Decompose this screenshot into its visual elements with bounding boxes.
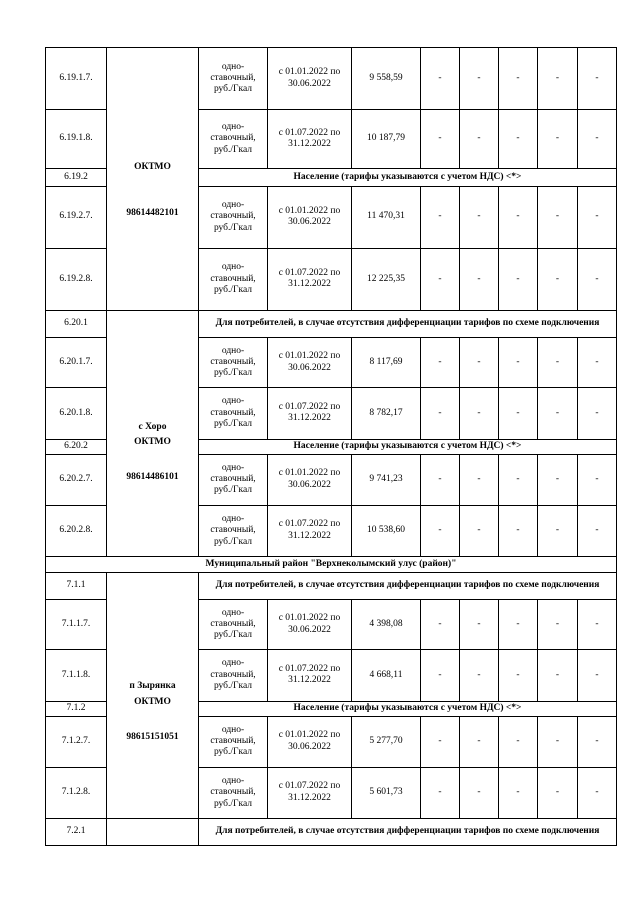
population-heading: Население (тарифы указываются с учетом НДС) <*> bbox=[199, 439, 617, 454]
empty-value: - bbox=[421, 767, 460, 818]
table-row bbox=[46, 311, 617, 338]
row-code: 6.19.1.7. bbox=[46, 48, 107, 110]
oktmo-label: ОКТМО bbox=[134, 697, 171, 707]
empty-value: - bbox=[578, 248, 617, 310]
tariff-value: 11 470,31 bbox=[352, 186, 421, 248]
row-code: 7.1.1 bbox=[46, 573, 107, 600]
empty-value: - bbox=[421, 248, 460, 310]
empty-value: - bbox=[538, 388, 578, 439]
row-code: 6.19.1.8. bbox=[46, 110, 107, 169]
empty-value: - bbox=[499, 388, 538, 439]
period: с 01.07.2022 по 31.12.2022 bbox=[268, 388, 352, 439]
row-code: 7.1.1.8. bbox=[46, 650, 107, 701]
row-code: 6.20.1.7. bbox=[46, 338, 107, 388]
empty-value: - bbox=[460, 338, 499, 388]
empty-value: - bbox=[578, 600, 617, 650]
table-row bbox=[46, 48, 617, 110]
period: с 01.01.2022 по 30.06.2022 bbox=[268, 186, 352, 248]
empty-value: - bbox=[538, 767, 578, 818]
empty-value: - bbox=[421, 454, 460, 505]
empty-value: - bbox=[538, 338, 578, 388]
period: с 01.07.2022 по 31.12.2022 bbox=[268, 110, 352, 169]
row-code: 6.19.2 bbox=[46, 168, 107, 186]
rate-type: одно-ставочный, руб./Гкал bbox=[199, 454, 268, 505]
empty-value: - bbox=[460, 600, 499, 650]
empty-value: - bbox=[578, 454, 617, 505]
empty-value: - bbox=[499, 600, 538, 650]
empty-value: - bbox=[460, 454, 499, 505]
empty-value: - bbox=[421, 48, 460, 110]
table-row bbox=[46, 573, 617, 600]
population-heading: Население (тарифы указываются с учетом НДС) <*> bbox=[199, 701, 617, 716]
empty-value: - bbox=[578, 388, 617, 439]
empty-value: - bbox=[578, 338, 617, 388]
oktmo-label: ОКТМО bbox=[134, 437, 171, 447]
tariff-value: 10 538,60 bbox=[352, 505, 421, 556]
rate-type: одно-ставочный, руб./Гкал bbox=[199, 767, 268, 818]
rate-type: одно-ставочный, руб./Гкал bbox=[199, 600, 268, 650]
row-code: 6.19.2.7. bbox=[46, 186, 107, 248]
empty-value: - bbox=[499, 650, 538, 701]
row-code: 7.1.2.8. bbox=[46, 767, 107, 818]
period: с 01.01.2022 по 30.06.2022 bbox=[268, 716, 352, 767]
row-code: 6.20.1 bbox=[46, 311, 107, 338]
empty-value: - bbox=[499, 716, 538, 767]
empty-value: - bbox=[421, 110, 460, 169]
empty-value: - bbox=[538, 716, 578, 767]
row-code: 7.2.1 bbox=[46, 819, 107, 846]
oktmo-code: 98614482101 bbox=[126, 208, 179, 218]
rate-type: одно-ставочный, руб./Гкал bbox=[199, 110, 268, 169]
table-row bbox=[46, 819, 617, 846]
empty-value: - bbox=[538, 186, 578, 248]
empty-value: - bbox=[499, 454, 538, 505]
period: с 01.01.2022 по 30.06.2022 bbox=[268, 338, 352, 388]
row-code: 6.20.2.8. bbox=[46, 505, 107, 556]
tariff-value: 4 668,11 bbox=[352, 650, 421, 701]
empty-value: - bbox=[578, 186, 617, 248]
empty-value: - bbox=[578, 716, 617, 767]
empty-value: - bbox=[460, 248, 499, 310]
empty-value: - bbox=[460, 186, 499, 248]
tariff-value: 9 741,23 bbox=[352, 454, 421, 505]
empty-value: - bbox=[421, 388, 460, 439]
tariff-table bbox=[45, 47, 617, 846]
empty-value: - bbox=[499, 110, 538, 169]
empty-value: - bbox=[538, 248, 578, 310]
oktmo-code: 98614486101 bbox=[126, 472, 179, 482]
period: с 01.01.2022 по 30.06.2022 bbox=[268, 48, 352, 110]
empty-value: - bbox=[499, 767, 538, 818]
empty-value: - bbox=[578, 505, 617, 556]
empty-value: - bbox=[578, 48, 617, 110]
row-code: 7.1.2 bbox=[46, 701, 107, 716]
period: с 01.07.2022 по 31.12.2022 bbox=[268, 767, 352, 818]
tariff-value: 8 117,69 bbox=[352, 338, 421, 388]
settlement-cell bbox=[107, 573, 199, 819]
tariff-value: 9 558,59 bbox=[352, 48, 421, 110]
consumers-heading: Для потребителей, в случае отсутствия дифференциации тарифов по схеме подключения bbox=[199, 573, 617, 600]
settlement-cell bbox=[107, 819, 199, 846]
tariff-value: 4 398,08 bbox=[352, 600, 421, 650]
row-code: 6.20.2 bbox=[46, 439, 107, 454]
empty-value: - bbox=[538, 650, 578, 701]
row-code: 6.20.1.8. bbox=[46, 388, 107, 439]
empty-value: - bbox=[538, 600, 578, 650]
empty-value: - bbox=[460, 48, 499, 110]
period: с 01.01.2022 по 30.06.2022 bbox=[268, 600, 352, 650]
empty-value: - bbox=[499, 505, 538, 556]
rate-type: одно-ставочный, руб./Гкал bbox=[199, 186, 268, 248]
tariff-value: 8 782,17 bbox=[352, 388, 421, 439]
tariff-value: 10 187,79 bbox=[352, 110, 421, 169]
empty-value: - bbox=[538, 454, 578, 505]
empty-value: - bbox=[538, 48, 578, 110]
empty-value: - bbox=[499, 186, 538, 248]
tariff-value: 5 601,73 bbox=[352, 767, 421, 818]
settlement-name: с Хоро bbox=[138, 422, 167, 432]
empty-value: - bbox=[460, 388, 499, 439]
oktmo-label: ОКТМО bbox=[134, 162, 171, 172]
empty-value: - bbox=[421, 186, 460, 248]
row-code: 6.20.2.7. bbox=[46, 454, 107, 505]
population-heading: Население (тарифы указываются с учетом НДС) <*> bbox=[199, 168, 617, 186]
empty-value: - bbox=[578, 767, 617, 818]
empty-value: - bbox=[460, 110, 499, 169]
oktmo-code: 98615151051 bbox=[126, 732, 179, 742]
empty-value: - bbox=[460, 650, 499, 701]
empty-value: - bbox=[460, 505, 499, 556]
empty-value: - bbox=[421, 338, 460, 388]
period: с 01.01.2022 по 30.06.2022 bbox=[268, 454, 352, 505]
empty-value: - bbox=[499, 248, 538, 310]
tariff-value: 12 225,35 bbox=[352, 248, 421, 310]
rate-type: одно-ставочный, руб./Гкал bbox=[199, 388, 268, 439]
empty-value: - bbox=[499, 48, 538, 110]
empty-value: - bbox=[421, 600, 460, 650]
settlement-name: п Зырянка bbox=[129, 681, 176, 691]
settlement-cell bbox=[107, 311, 199, 557]
empty-value: - bbox=[499, 338, 538, 388]
row-code: 6.19.2.8. bbox=[46, 248, 107, 310]
rate-type: одно-ставочный, руб./Гкал bbox=[199, 505, 268, 556]
period: с 01.07.2022 по 31.12.2022 bbox=[268, 505, 352, 556]
municipality-heading: Муниципальный район "Верхнеколымский улус (район)" bbox=[46, 557, 617, 573]
rate-type: одно-ставочный, руб./Гкал bbox=[199, 48, 268, 110]
tariff-value: 5 277,70 bbox=[352, 716, 421, 767]
empty-value: - bbox=[578, 110, 617, 169]
consumers-heading: Для потребителей, в случае отсутствия дифференциации тарифов по схеме подключения bbox=[199, 819, 617, 846]
empty-value: - bbox=[421, 505, 460, 556]
empty-value: - bbox=[460, 716, 499, 767]
rate-type: одно-ставочный, руб./Гкал bbox=[199, 338, 268, 388]
empty-value: - bbox=[538, 110, 578, 169]
empty-value: - bbox=[421, 716, 460, 767]
settlement-cell bbox=[107, 48, 199, 311]
empty-value: - bbox=[578, 650, 617, 701]
consumers-heading: Для потребителей, в случае отсутствия дифференциации тарифов по схеме подключения bbox=[199, 311, 617, 338]
period: с 01.07.2022 по 31.12.2022 bbox=[268, 248, 352, 310]
empty-value: - bbox=[421, 650, 460, 701]
rate-type: одно-ставочный, руб./Гкал bbox=[199, 716, 268, 767]
row-code: 7.1.2.7. bbox=[46, 716, 107, 767]
rate-type: одно-ставочный, руб./Гкал bbox=[199, 248, 268, 310]
empty-value: - bbox=[538, 505, 578, 556]
period: с 01.07.2022 по 31.12.2022 bbox=[268, 650, 352, 701]
rate-type: одно-ставочный, руб./Гкал bbox=[199, 650, 268, 701]
empty-value: - bbox=[460, 767, 499, 818]
table-row bbox=[46, 557, 617, 573]
row-code: 7.1.1.7. bbox=[46, 600, 107, 650]
